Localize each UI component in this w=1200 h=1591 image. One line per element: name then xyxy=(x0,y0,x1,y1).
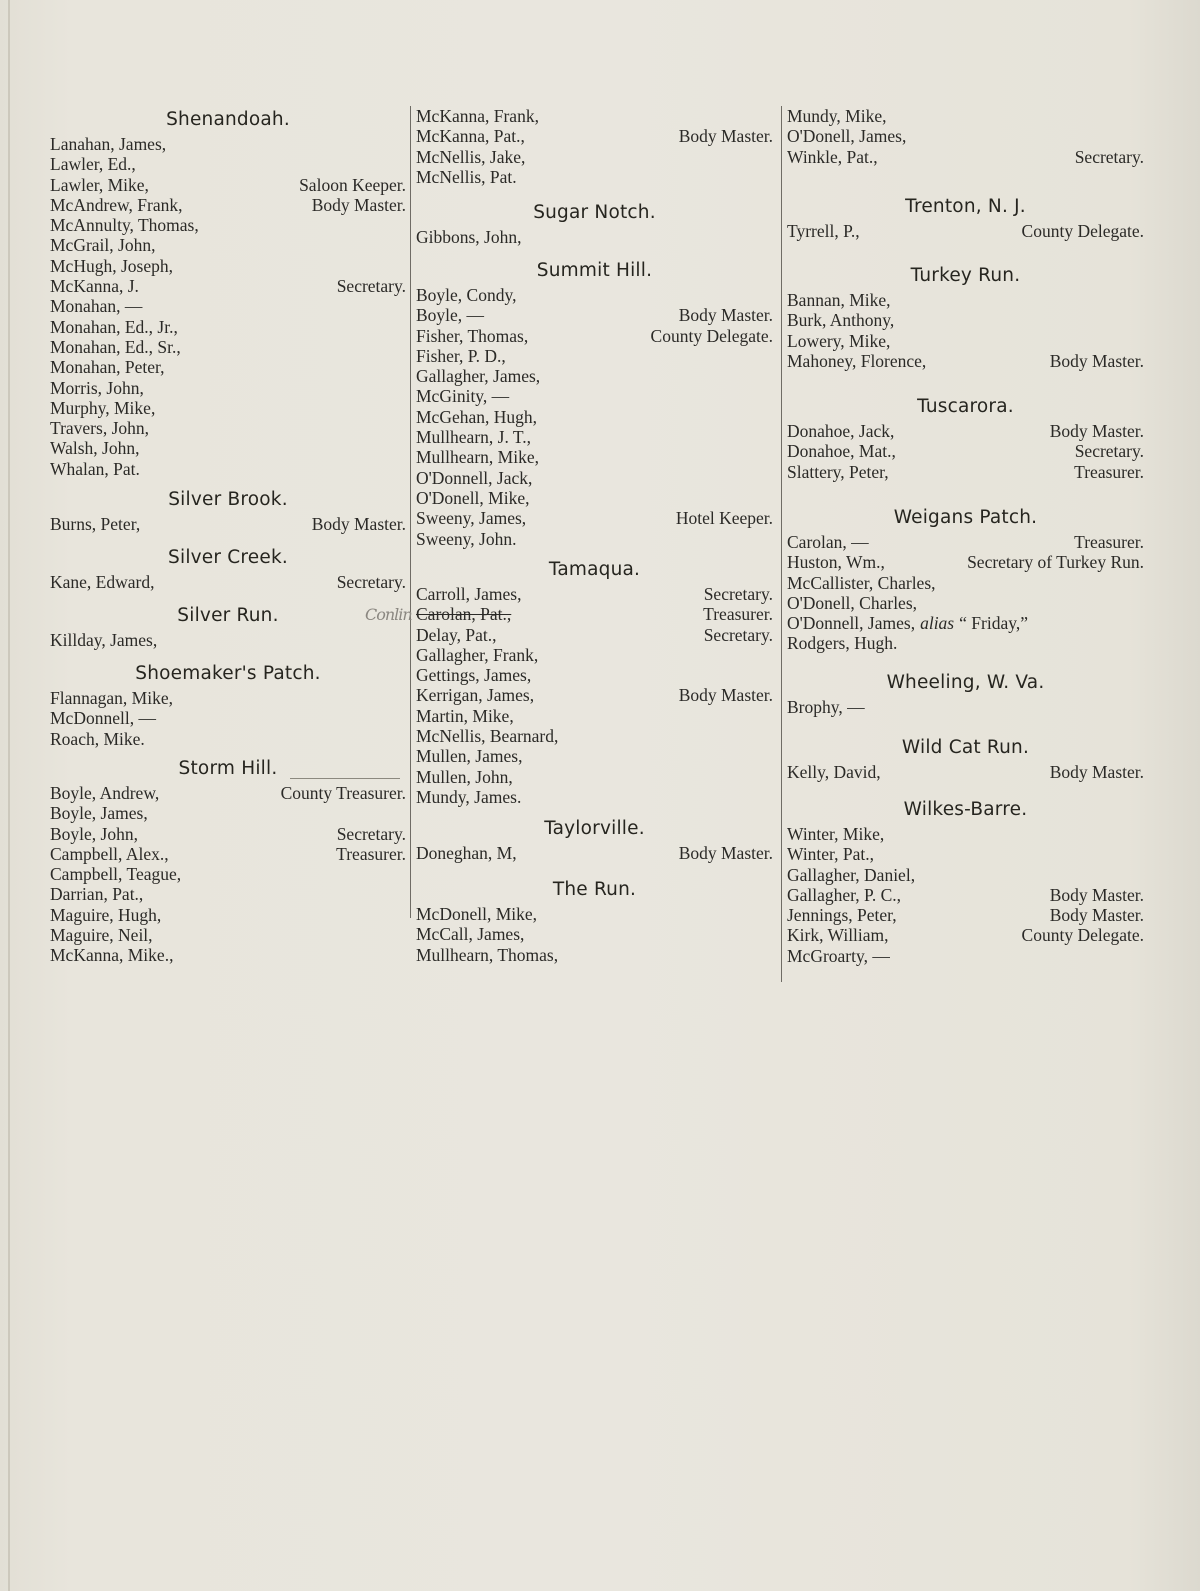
member-name: O'Donnell, Jack, xyxy=(416,467,533,488)
member-name: Sweeny, John. xyxy=(416,528,517,549)
member-name: Boyle, James, xyxy=(50,803,148,824)
fold-crease xyxy=(8,0,10,1591)
section-heading: Silver Run. xyxy=(177,605,279,626)
member-row xyxy=(787,885,1144,905)
member-name: Boyle, John, xyxy=(50,823,138,844)
member-role: County Delegate. xyxy=(1021,221,1144,241)
section xyxy=(50,660,406,749)
member-name: Gallagher, P. C., xyxy=(787,884,902,905)
member-role: Secretary. xyxy=(336,823,406,844)
member-row xyxy=(416,508,773,528)
section xyxy=(787,504,1144,654)
member-role: Treasurer. xyxy=(1074,461,1144,482)
section-heading: Shenandoah. xyxy=(166,109,290,130)
member-name: O'Donell, Mike, xyxy=(416,487,530,508)
member-name: Donahoe, Mat., xyxy=(787,441,896,462)
section-heading: Weigans Patch. xyxy=(893,507,1038,528)
member-row xyxy=(787,925,1144,945)
member-row xyxy=(787,905,1144,925)
member-name: Whalan, Pat. xyxy=(50,458,140,479)
section xyxy=(416,556,773,807)
member-row xyxy=(50,905,406,925)
member-role: Body Master. xyxy=(678,305,773,326)
member-row xyxy=(50,783,406,803)
member-name: Walsh, John, xyxy=(50,438,140,459)
member-role: Secretary. xyxy=(336,572,406,592)
member-role: Secretary. xyxy=(703,624,773,645)
member-row xyxy=(50,572,406,592)
member-name: McKanna, Frank, xyxy=(416,106,539,126)
member-row xyxy=(50,864,406,884)
member-name: Monahan, Peter, xyxy=(50,357,165,378)
member-name: Maguire, Hugh, xyxy=(50,904,162,925)
section xyxy=(416,876,773,965)
member-name: McNellis, Jake, xyxy=(416,146,526,167)
section-heading: Summit Hill. xyxy=(536,260,653,281)
section-heading: Tamaqua. xyxy=(548,559,641,580)
member-name: Murphy, Mike, xyxy=(50,397,156,418)
member-row xyxy=(416,126,773,146)
section-heading: The Run. xyxy=(552,879,637,900)
alias-word: alias xyxy=(920,613,955,634)
member-role: Saloon Keeper. xyxy=(299,174,406,195)
member-row xyxy=(50,630,406,650)
member-name: Mundy, Mike, xyxy=(787,106,887,126)
member-row xyxy=(50,459,406,479)
section xyxy=(787,193,1144,241)
member-name: Monahan, — xyxy=(50,296,143,317)
member-row xyxy=(416,945,773,965)
member-row xyxy=(50,688,406,708)
member-row xyxy=(787,762,1144,782)
member-name: Carolan, Pat., xyxy=(416,604,512,625)
member-row xyxy=(416,427,773,447)
member-row xyxy=(787,865,1144,885)
member-name: Huston, Wm., xyxy=(787,552,885,573)
member-row xyxy=(416,604,773,624)
section xyxy=(50,486,406,534)
member-role: Body Master. xyxy=(311,514,406,534)
member-row xyxy=(416,904,773,924)
member-row xyxy=(416,625,773,645)
member-row xyxy=(416,726,773,746)
member-name: McNellis, Pat. xyxy=(416,166,517,187)
member-row xyxy=(787,310,1144,330)
member-name: McGinity, — xyxy=(416,386,510,407)
member-row xyxy=(416,346,773,366)
member-name: Monahan, Ed., Sr., xyxy=(50,336,181,357)
member-name: Slattery, Peter, xyxy=(787,461,889,482)
member-name: Carolan, — xyxy=(787,532,869,552)
member-name: Boyle, Condy, xyxy=(416,285,517,305)
member-name: Kane, Edward, xyxy=(50,572,155,592)
section xyxy=(416,257,773,549)
member-name: Morris, John, xyxy=(50,377,144,398)
member-name: Monahan, Ed., Jr., xyxy=(50,316,178,337)
section xyxy=(416,815,773,863)
section-heading: Wilkes-Barre. xyxy=(903,799,1028,820)
member-row xyxy=(787,290,1144,310)
member-name: Fisher, P. D., xyxy=(416,345,506,366)
column-divider-left xyxy=(410,106,411,918)
member-name: Carroll, James, xyxy=(416,584,522,604)
member-row xyxy=(787,946,1144,966)
member-name: O'Donnell, James, xyxy=(787,613,916,634)
member-row xyxy=(787,613,1144,633)
member-name: Lanahan, James, xyxy=(50,134,167,154)
member-name: Martin, Mike, xyxy=(416,705,514,726)
member-role: Body Master. xyxy=(678,843,773,863)
member-name: Mullhearn, Thomas, xyxy=(416,944,559,965)
member-name: Mullhearn, J. T., xyxy=(416,427,532,448)
member-name: Donahoe, Jack, xyxy=(787,421,895,441)
member-row xyxy=(50,317,406,337)
member-name: Lawler, Ed., xyxy=(50,154,136,175)
member-role: County Delegate. xyxy=(650,325,773,346)
member-row xyxy=(50,803,406,823)
member-row xyxy=(787,421,1144,441)
member-name: Winter, Pat., xyxy=(787,844,875,865)
member-name: Bannan, Mike, xyxy=(787,290,891,310)
member-row xyxy=(787,351,1144,371)
member-row xyxy=(50,398,406,418)
member-row xyxy=(416,285,773,305)
section-heading: Silver Creek. xyxy=(168,547,288,568)
member-name: Campbell, Alex., xyxy=(50,843,169,864)
member-row xyxy=(416,488,773,508)
member-name: McGehan, Hugh, xyxy=(416,406,538,427)
member-name: Flannagan, Mike, xyxy=(50,688,173,708)
member-name: Lowery, Mike, xyxy=(787,330,891,351)
margin-pencil-note: Conlin xyxy=(365,605,412,624)
member-row xyxy=(416,665,773,685)
column-divider-right xyxy=(781,106,782,982)
member-row xyxy=(416,645,773,665)
member-name: Gettings, James, xyxy=(416,665,532,686)
member-role: Body Master. xyxy=(678,126,773,147)
section xyxy=(50,602,406,650)
member-row xyxy=(416,924,773,944)
member-name: Darrian, Pat., xyxy=(50,884,144,905)
member-row xyxy=(416,529,773,549)
member-name: O'Donell, James, xyxy=(787,126,907,147)
member-name: Boyle, — xyxy=(416,305,485,326)
member-row xyxy=(50,357,406,377)
member-name: Mullhearn, Mike, xyxy=(416,447,539,468)
member-row xyxy=(50,514,406,534)
member-name: Fisher, Thomas, xyxy=(416,325,529,346)
member-name: Kerrigan, James, xyxy=(416,685,535,706)
member-row xyxy=(416,227,773,247)
member-row xyxy=(787,633,1144,653)
member-name: Winkle, Pat., xyxy=(787,146,878,167)
member-row xyxy=(50,945,406,965)
member-name: McDonell, Mike, xyxy=(416,904,538,924)
member-name: Jennings, Peter, xyxy=(787,905,897,926)
member-name: McGroarty, — xyxy=(787,945,890,966)
alias-name: “ Friday,” xyxy=(959,613,1028,634)
member-name: Campbell, Teague, xyxy=(50,864,182,885)
member-role: Secretary. xyxy=(703,584,773,604)
member-name: O'Donell, Charles, xyxy=(787,592,918,613)
member-row xyxy=(50,708,406,728)
member-row xyxy=(416,843,773,863)
section xyxy=(50,544,406,592)
member-row xyxy=(787,221,1144,241)
member-name: McHugh, Joseph, xyxy=(50,255,173,276)
member-name: McGrail, John, xyxy=(50,235,156,256)
member-row xyxy=(787,441,1144,461)
member-role: Hotel Keeper. xyxy=(675,508,773,529)
member-row xyxy=(50,844,406,864)
member-row xyxy=(50,215,406,235)
member-name: Maguire, Neil, xyxy=(50,925,153,946)
section xyxy=(50,755,406,966)
member-role: Treasurer. xyxy=(336,843,406,864)
section-heading: Turkey Run. xyxy=(910,265,1021,286)
member-name: McAnnulty, Thomas, xyxy=(50,215,199,236)
member-role: Treasurer. xyxy=(1074,532,1144,552)
member-row xyxy=(50,824,406,844)
section-heading: Silver Brook. xyxy=(168,489,288,510)
member-row xyxy=(787,573,1144,593)
member-name: Gibbons, John, xyxy=(416,227,522,247)
member-row xyxy=(787,106,1144,126)
member-row xyxy=(416,167,773,187)
member-row xyxy=(50,256,406,276)
member-name: McKanna, Pat., xyxy=(416,126,525,147)
member-name: Kirk, William, xyxy=(787,925,889,946)
member-row xyxy=(787,126,1144,146)
section-heading: Wild Cat Run. xyxy=(901,737,1030,758)
member-row xyxy=(416,685,773,705)
member-row xyxy=(50,337,406,357)
section-heading: Wheeling, W. Va. xyxy=(886,672,1045,693)
member-name: McKanna, J. xyxy=(50,276,139,297)
member-row xyxy=(50,195,406,215)
member-row xyxy=(50,175,406,195)
member-name: Mundy, James. xyxy=(416,786,522,807)
member-row xyxy=(50,438,406,458)
section xyxy=(416,106,773,187)
member-name: Brophy, — xyxy=(787,697,865,717)
member-row xyxy=(416,746,773,766)
member-role: Secretary. xyxy=(1074,441,1144,462)
member-row xyxy=(787,331,1144,351)
member-role: Secretary of Turkey Run. xyxy=(967,552,1144,573)
member-role: Secretary. xyxy=(1074,146,1144,167)
member-row xyxy=(787,462,1144,482)
member-name: McNellis, Bearnard, xyxy=(416,726,559,747)
member-row xyxy=(50,296,406,316)
member-name: Winter, Mike, xyxy=(787,824,885,844)
member-name: McCall, James, xyxy=(416,924,525,945)
member-name: Mahoney, Florence, xyxy=(787,350,927,371)
section-heading: Tuscarora. xyxy=(917,396,1014,417)
member-name: Sweeny, James, xyxy=(416,508,527,529)
member-row xyxy=(416,305,773,325)
section-heading: Shoemaker's Patch. xyxy=(135,663,321,684)
member-name: McAndrew, Frank, xyxy=(50,194,183,215)
section xyxy=(50,106,406,479)
section xyxy=(787,262,1144,371)
member-row xyxy=(787,552,1144,572)
section-heading: Taylorville. xyxy=(544,818,645,839)
section xyxy=(787,796,1144,966)
member-name: Burk, Anthony, xyxy=(787,310,895,331)
member-name: Lawler, Mike, xyxy=(50,174,149,195)
member-row xyxy=(416,366,773,386)
member-row xyxy=(50,276,406,296)
member-row xyxy=(416,468,773,488)
member-name: Travers, John, xyxy=(50,418,150,439)
member-name: Burns, Peter, xyxy=(50,514,141,534)
underline-mark xyxy=(290,778,400,779)
section xyxy=(787,669,1144,717)
member-name: Roach, Mike. xyxy=(50,728,145,749)
member-name: McCallister, Charles, xyxy=(787,572,936,593)
member-row xyxy=(416,447,773,467)
member-row xyxy=(416,787,773,807)
member-role: County Delegate. xyxy=(1021,925,1144,946)
member-name: Doneghan, M, xyxy=(416,843,517,863)
member-row xyxy=(416,147,773,167)
member-name: Mullen, John, xyxy=(416,766,513,787)
member-role: Body Master. xyxy=(1049,884,1144,905)
section xyxy=(787,734,1144,782)
member-name: Rodgers, Hugh. xyxy=(787,633,898,654)
member-role: County Treasurer. xyxy=(280,783,406,803)
section-heading: Storm Hill. xyxy=(178,758,278,779)
member-role: Body Master. xyxy=(1049,421,1144,441)
member-name: Gallagher, Daniel, xyxy=(787,864,916,885)
member-row xyxy=(416,106,773,126)
member-role: Body Master. xyxy=(1049,762,1144,782)
member-row xyxy=(787,844,1144,864)
member-row xyxy=(416,767,773,787)
member-row xyxy=(787,824,1144,844)
member-name: Killday, James, xyxy=(50,630,158,650)
member-row xyxy=(787,697,1144,717)
member-row xyxy=(50,235,406,255)
section xyxy=(416,199,773,247)
member-name: Gallagher, Frank, xyxy=(416,644,539,665)
member-row xyxy=(50,729,406,749)
member-name: Gallagher, James, xyxy=(416,366,541,387)
member-name: Tyrrell, P., xyxy=(787,221,860,241)
member-row xyxy=(787,593,1144,613)
member-row xyxy=(416,584,773,604)
member-role: Body Master. xyxy=(1049,905,1144,926)
member-role: Secretary. xyxy=(336,276,406,297)
member-row xyxy=(50,418,406,438)
member-row xyxy=(50,134,406,154)
member-name: McKanna, Mike., xyxy=(50,945,174,966)
member-name: Boyle, Andrew, xyxy=(50,783,160,803)
member-name: Kelly, David, xyxy=(787,762,881,782)
member-row xyxy=(50,925,406,945)
member-role: Treasurer. xyxy=(703,604,773,625)
member-row xyxy=(416,407,773,427)
member-row xyxy=(416,706,773,726)
member-row xyxy=(50,154,406,174)
member-name: Delay, Pat., xyxy=(416,624,497,645)
member-row xyxy=(416,386,773,406)
member-row xyxy=(416,326,773,346)
section-heading: Trenton, N. J. xyxy=(905,196,1026,217)
member-row xyxy=(50,884,406,904)
member-role: Body Master. xyxy=(311,194,406,215)
member-name: McDonnell, — xyxy=(50,708,156,729)
member-row xyxy=(787,147,1144,167)
member-role: Body Master. xyxy=(1049,350,1144,371)
section xyxy=(787,106,1144,167)
member-row xyxy=(787,532,1144,552)
member-role: Body Master. xyxy=(678,685,773,706)
member-row xyxy=(50,378,406,398)
member-name: Mullen, James, xyxy=(416,746,523,767)
section-heading: Sugar Notch. xyxy=(533,202,656,223)
section xyxy=(787,393,1144,482)
